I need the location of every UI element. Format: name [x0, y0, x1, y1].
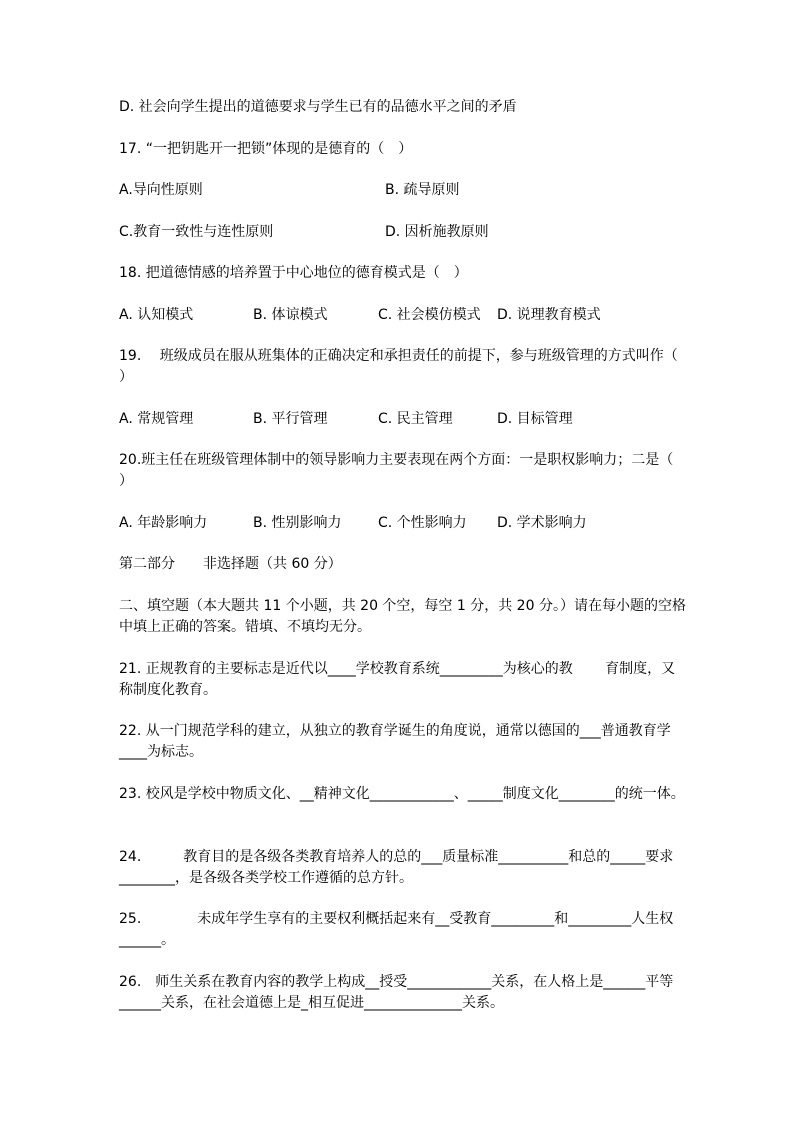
q20-stem-line1: 20.班主任在班级管理体制中的领导影响力主要表现在两个方面：一是职权影响力；二是（ — [119, 452, 674, 468]
q18-option-d: D. 说理教育模式 — [497, 307, 601, 323]
q23-line1: 23. 校风是学校中物质文化、__精神文化____________、_____制度文化________的统一体。 — [119, 786, 685, 802]
q18-stem: 18. 把道德情感的培养置于中心地位的德育模式是（ ） — [119, 265, 468, 281]
q24-line1: 24. 教育目的是各级各类教育培养人的总的___质量标准__________和总的_____要求 — [119, 849, 674, 865]
q19-option-b: B. 平行管理 — [253, 411, 328, 427]
q20-stem-line2: ） — [119, 473, 133, 489]
q21-line2: 称制度化教育。 — [119, 682, 217, 698]
part2-instructions-line2: 中填上正确的答案。错填、不填均无分。 — [119, 619, 371, 635]
q18-option-c: C. 社会模仿模式 — [378, 307, 481, 323]
q18-option-b: B. 体谅模式 — [253, 307, 328, 323]
q22-line2: ____为标志。 — [119, 744, 203, 760]
q24-line2: ________，是各级各类学校工作遵循的总方针。 — [119, 870, 413, 886]
q22-line1: 22. 从一门规范学科的建立，从独立的教育学诞生的角度说，通常以德国的___普通教育学 — [119, 723, 671, 739]
q20-option-d: D. 学术影响力 — [497, 515, 587, 531]
q16-option-d: D. 社会向学生提出的道德要求与学生已有的品德水平之间的矛盾 — [119, 99, 517, 115]
q19-stem-line1: 19. 班级成员在服从班集体的正确决定和承担责任的前提下，参与班级管理的方式叫作（ — [119, 348, 678, 364]
q26-line2: ______关系，在社会道德上是_相互促进______________关系。 — [119, 995, 504, 1011]
part2-instructions-line1: 二、填空题（本大题共 11 个小题，共 20 个空，每空 1 分，共 20 分。）请在每小题的空格 — [119, 598, 686, 614]
q17-option-b: B. 疏导原则 — [385, 182, 460, 198]
q19-option-c: C. 民主管理 — [378, 411, 453, 427]
q17-option-a: A.导向性原则 — [119, 182, 203, 198]
q17-stem: 17. “一把钥匙开一把锁”体现的是德育的（ ） — [119, 141, 413, 157]
q17-option-c: C.教育一致性与连性原则 — [119, 224, 274, 240]
q25-line2: ______。 — [119, 932, 175, 948]
q19-option-a: A. 常规管理 — [119, 411, 194, 427]
q21-line1: 21. 正规教育的主要标志是近代以____学校教育系统_________为核心的教 育制度，又 — [119, 661, 676, 677]
q26-line1: 26. 师生关系在教育内容的教学上构成__授受____________关系，在人格上是______平等 — [119, 974, 674, 990]
q20-option-b: B. 性别影响力 — [253, 515, 342, 531]
q17-option-d: D. 因析施教原则 — [385, 224, 489, 240]
q25-line1: 25. 未成年学生享有的主要权利概括起来有__受教育_________和_________人生权 — [119, 911, 674, 927]
q19-stem-line2: ） — [119, 369, 133, 385]
q20-option-c: C. 个性影响力 — [378, 515, 467, 531]
part2-title: 第二部分 非选择题（共 60 分） — [119, 556, 342, 572]
q20-option-a: A. 年龄影响力 — [119, 515, 208, 531]
q18-option-a: A. 认知模式 — [119, 307, 194, 323]
q19-option-d: D. 目标管理 — [497, 411, 573, 427]
